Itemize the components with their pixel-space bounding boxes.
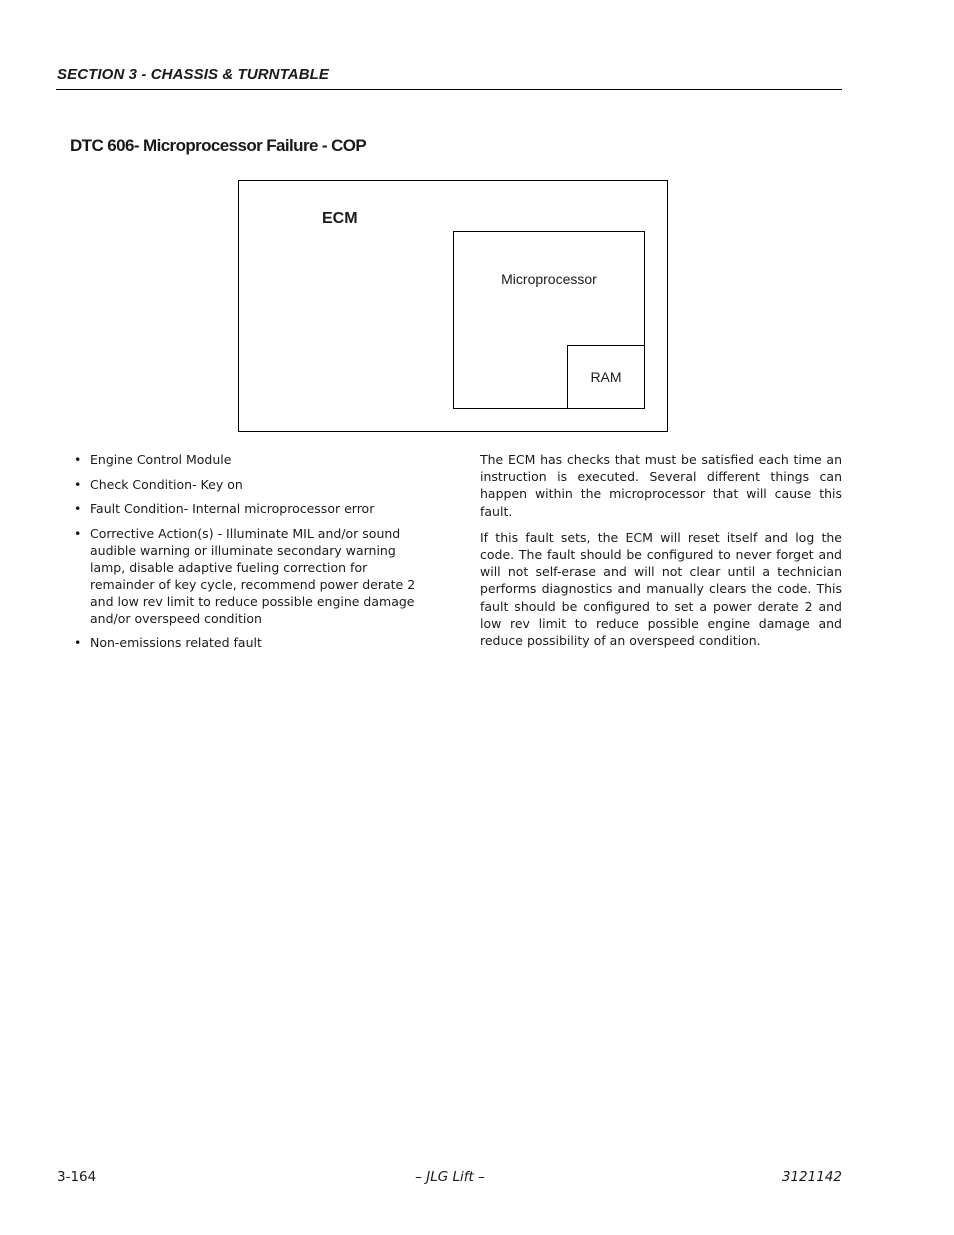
list-item	[74, 451, 434, 468]
bullet-glyph: •	[74, 635, 82, 650]
list-item	[74, 476, 434, 493]
list-item-text: Check Condition- Key on	[90, 476, 243, 492]
description-column	[480, 451, 842, 658]
bullet-column	[74, 451, 434, 659]
page-title: DTC 606- Microprocessor Failure - COP	[70, 136, 367, 155]
footer-brand: – JLG Lift –	[415, 1169, 485, 1185]
header-rule	[56, 89, 842, 90]
microprocessor-label: Microprocessor	[501, 271, 597, 287]
page-number: 3-164	[57, 1169, 97, 1185]
section-header: SECTION 3 - CHASSIS & TURNTABLE	[57, 66, 330, 83]
bullet-glyph: •	[74, 525, 82, 541]
list-item-text: Engine Control Module	[90, 452, 232, 467]
list-item	[74, 500, 434, 517]
list-item-text: Fault Condition- Internal microprocessor error	[90, 501, 375, 516]
ram-label: RAM	[590, 369, 622, 385]
list-item-text: Non-emissions related fault	[90, 635, 262, 650]
list-item-text: Corrective Action(s) - Illuminate MIL and/or sound audible warning or illuminate secondary warning lamp, disable adaptive fueling correction for remainder of key cycle, recommend power derate 2 and low rev limit to reduce possible engine damage and/or overspeed condition	[90, 525, 416, 626]
ecm-diagram	[238, 180, 668, 432]
description-paragraph: The ECM has checks that must be satisfied each time an instruction is executed. Several different things can happen within the microprocessor that will cause this fault.	[480, 452, 842, 519]
bullet-glyph: •	[74, 452, 82, 467]
bullet-glyph: •	[74, 476, 82, 492]
ecm-label: ECM	[322, 210, 358, 227]
list-item	[74, 634, 434, 651]
microprocessor-box	[453, 231, 645, 409]
description-paragraph: If this fault sets, the ECM will reset itself and log the code. The fault should be configured to never forget and will not self-erase and will not clear until a technician performs diagnostics and manually clears the code. This fault should be configured to set a power derate 2 and low rev limit to reduce possible engine damage and reduce possibility of an overspeed condition.	[480, 529, 842, 649]
list-item	[74, 525, 434, 627]
bullet-list	[74, 451, 434, 651]
bullet-glyph: •	[74, 501, 82, 516]
ram-box	[567, 345, 645, 409]
document-number: 3121142	[781, 1169, 842, 1185]
